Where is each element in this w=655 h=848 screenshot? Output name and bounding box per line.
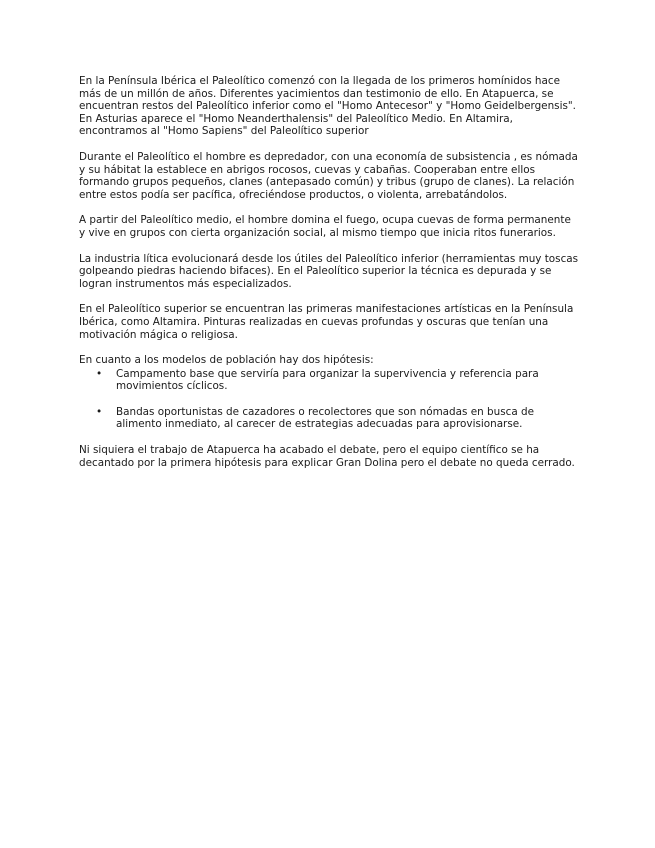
list-item-text: Bandas oportunistas de cazadores o recolectores que son nómadas en busca de alimento inmediato, al carecer de estrategias adecuadas para aprovisionarse. <box>116 405 534 431</box>
paragraph-economy: Durante el Paleolítico el hombre es depredador, con una economía de subsistencia , es nómada y su hábitat la establece en abrigos rocosos, cuevas y cabañas. Cooperaban entre ellos formando grupos pequeños, clanes (antepasado común) y tribus (grupo de clanes). La relación entre estos podía ser pacífica, ofreciéndose productos, o violenta, arrebatándolos. <box>79 150 578 201</box>
paragraph-lithic-industry: La industria lítica evolucionará desde los útiles del Paleolítico inferior (herramientas muy toscas golpeando piedras haciendo bifaces). En el Paleolítico superior la técnica es depurada y se logran instrumentos más especializados. <box>79 252 579 290</box>
hypotheses-list <box>79 368 579 431</box>
paragraph-closing: Ni siquiera el trabajo de Atapuerca ha acabado el debate, pero el equipo científico se ha decantado por la primera hipótesis para explicar Gran Dolina pero el debate no queda cerrado. <box>79 444 575 469</box>
list-item-text: Campamento base que serviría para organizar la supervivencia y referencia para movimientos cíclicos. <box>116 367 539 393</box>
paragraph-intro-peninsula: En la Península Ibérica el Paleolítico comenzó con la llegada de los primeros homínidos hace más de un millón de años. Diferentes yacimientos dan testimonio de ello. En Atapuerca, se encuentran restos del Paleolítico inferior como el "Homo Antecesor" y "Homo Geidelbergensis". En Asturias aparece el "Homo Neanderthalensis" del Paleolítico Medio. En Altamira, encontramos al "Homo Sapiens" del Paleolítico superior <box>79 75 576 138</box>
list-item <box>79 368 579 393</box>
bullet-icon: • <box>96 367 103 380</box>
list-item <box>79 406 579 431</box>
bullet-icon: • <box>96 405 103 418</box>
paragraph-middle-paleolithic: A partir del Paleolítico medio, el hombre domina el fuego, ocupa cuevas de forma permanente y vive en grupos con cierta organización social, al mismo tiempo que inicia ritos funerarios. <box>79 214 571 239</box>
document-body <box>79 75 579 482</box>
list-intro: En cuanto a los modelos de población hay dos hipótesis: <box>79 354 374 367</box>
paragraph-art: En el Paleolítico superior se encuentran las primeras manifestaciones artísticas en la Península Ibérica, como Altamira. Pinturas realizadas en cuevas profundas y oscuras que tenían una motivación mágica o religiosa. <box>79 303 574 341</box>
